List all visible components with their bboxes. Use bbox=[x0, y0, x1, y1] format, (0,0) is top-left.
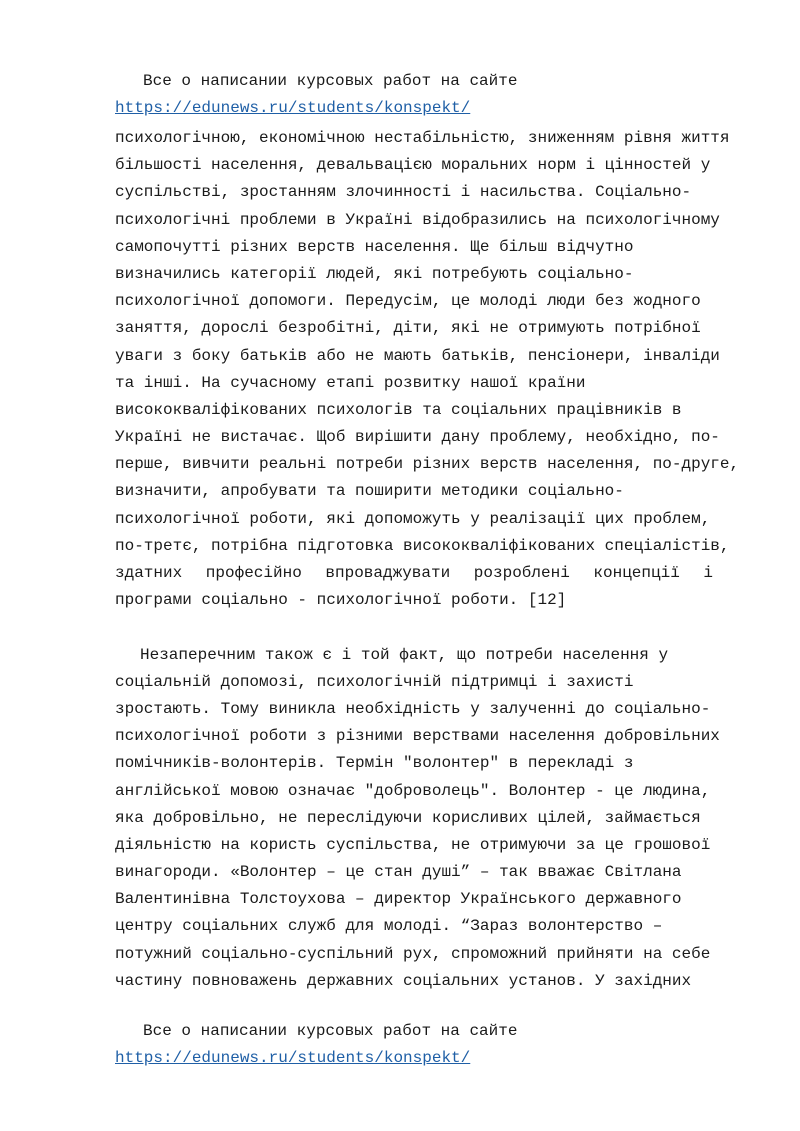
text-line: психологічною, економічною нестабільністю, зниженням рівня життя bbox=[115, 129, 730, 147]
text-line: соціальній допомозі, психологічній підтримці і захисті bbox=[115, 672, 634, 691]
text-line: психологічні проблеми в Україні відобразились на психологічному bbox=[115, 210, 720, 229]
text-line: визначити, апробувати та поширити методики соціально- bbox=[115, 482, 624, 501]
text-line: зростають. Тому виникла необхідність у залученні до соціально- bbox=[115, 699, 711, 718]
text-line: заняття, дорослі безробітні, діти, які не отримують потрібної bbox=[115, 319, 701, 338]
text-line: Україні не вистачає. Щоб вирішити дану проблему, необхідно, по- bbox=[115, 428, 720, 447]
text-line: висококваліфікованих психологів та соціальних працівників в bbox=[115, 400, 682, 419]
footer-promo-link[interactable]: https://edunews.ru/students/konspekt/ bbox=[115, 1049, 471, 1067]
text-line: самопочутті різних верств населення. Ще більш відчутно bbox=[115, 237, 634, 256]
header-promo-link[interactable]: https://edunews.ru/students/konspekt/ bbox=[115, 99, 471, 117]
text-line: психологічної роботи з різними верствами населення добровільних bbox=[115, 727, 720, 746]
text-line: психологічної роботи, які допоможуть у реалізації цих проблем, bbox=[115, 509, 711, 528]
text-line: винагороди. «Волонтер – це стан душі” – так вважає Світлана bbox=[115, 863, 682, 882]
text-line: програми соціально - психологічної роботи. [12] bbox=[115, 591, 567, 610]
text-line: англійської мовою означає "доброволець". Волонтер - це людина, bbox=[115, 781, 711, 800]
text-line: по-третє, потрібна підготовка висококваліфікованих спеціалістів, bbox=[115, 536, 730, 555]
header-promo-text: Все о написании курсовых работ на сайте bbox=[143, 72, 518, 90]
text-line: діяльністю на користь суспільства, не отримуючи за це грошової bbox=[115, 835, 711, 854]
text-line: Валентинівна Толстоухова – директор Українського державного bbox=[115, 890, 682, 909]
text-line: потужний соціально-суспільний рух, спроможний прийняти на себе bbox=[115, 944, 711, 963]
page-footer bbox=[115, 1018, 755, 1072]
document-body bbox=[115, 125, 755, 995]
text-line: яка добровільно, не переслідуючи корисливих цілей, займається bbox=[115, 808, 701, 827]
text-line: частину повноважень державних соціальних установ. У західних bbox=[115, 971, 692, 990]
paragraph-gap bbox=[115, 614, 755, 641]
footer-promo-text: Все о написании курсовых работ на сайте bbox=[143, 1022, 518, 1040]
paragraph-2 bbox=[115, 642, 755, 995]
text-line: визначились категорії людей, які потребують соціально- bbox=[115, 264, 634, 283]
text-line: та інші. На сучасному етапі розвитку нашої країни bbox=[115, 373, 586, 392]
text-line: Незаперечним також є і той факт, що потреби населення у bbox=[140, 645, 669, 664]
text-line: психологічної допомоги. Передусім, це молоді люди без жодного bbox=[115, 292, 701, 311]
page-header bbox=[115, 68, 755, 122]
text-line: суспільстві, зростанням злочинності і насильства. Соціально- bbox=[115, 183, 692, 202]
text-line: більшості населення, девальвацією моральних норм і цінностей у bbox=[115, 156, 711, 175]
text-line: уваги з боку батьків або не мають батьків, пенсіонери, інваліди bbox=[115, 346, 720, 365]
text-line: центру соціальних служб для молоді. “Зараз волонтерство – bbox=[115, 917, 663, 936]
paragraph-1 bbox=[115, 125, 755, 614]
text-line: помічників-волонтерів. Термін "волонтер" в перекладі з bbox=[115, 754, 634, 773]
text-line: здатних професійно впроваджувати розроблені концепції і bbox=[115, 564, 713, 582]
text-line: перше, вивчити реальні потреби різних верств населення, по-друге, bbox=[115, 455, 740, 474]
